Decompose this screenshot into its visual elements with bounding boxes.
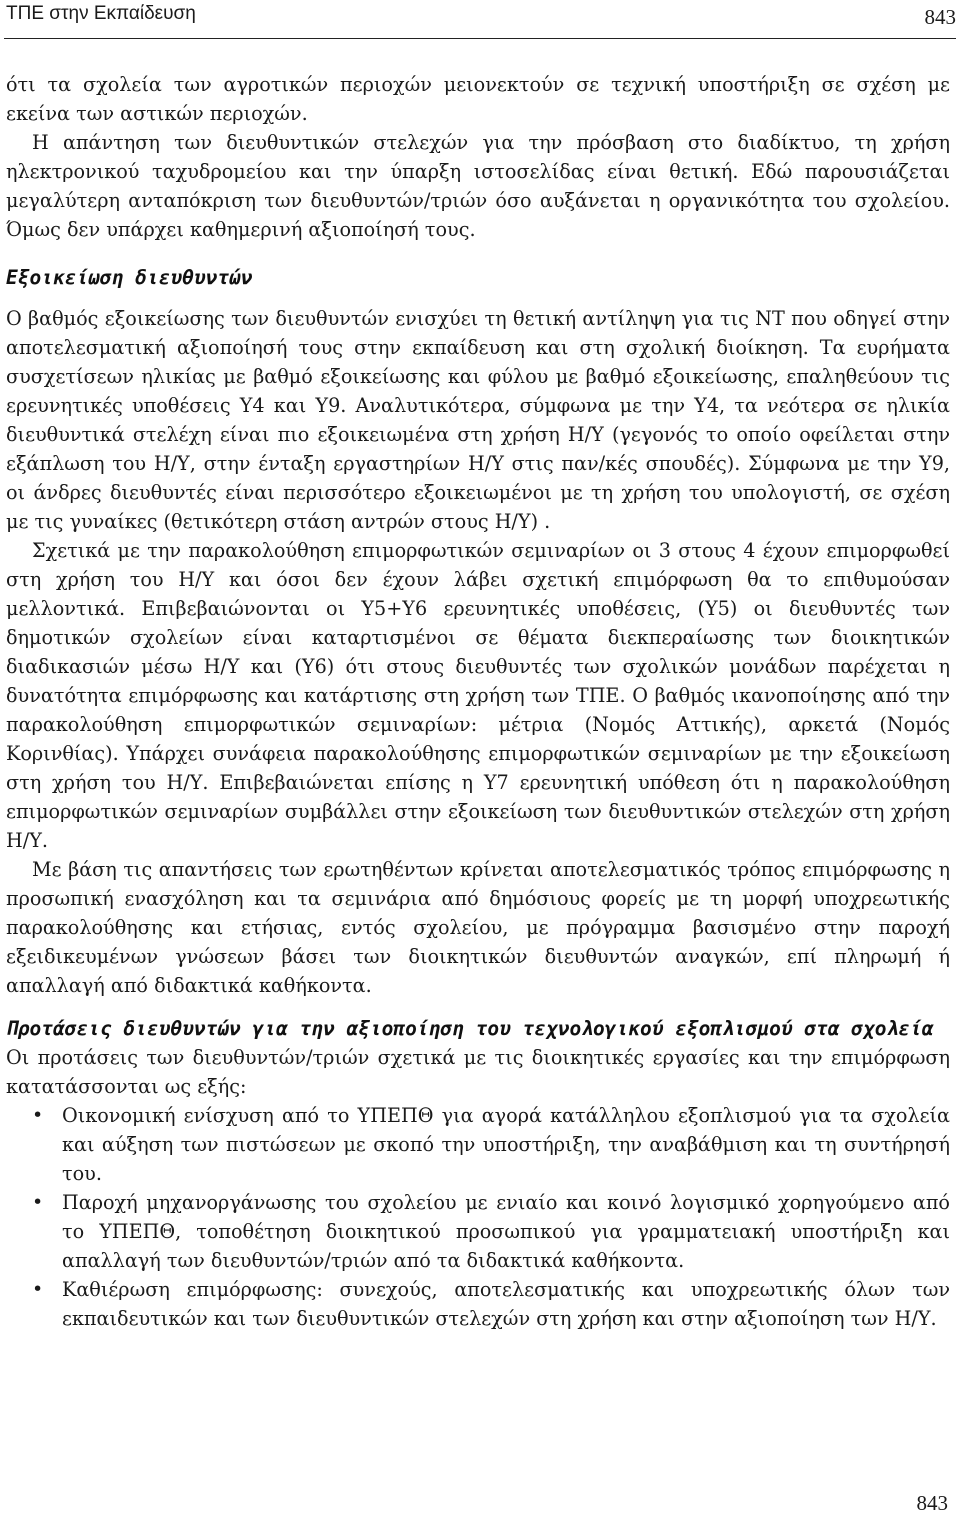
bullet-icon: •: [32, 1191, 44, 1213]
familiarity-paragraph-1: Ο βαθμός εξοικείωσης των διευθυντών ενισχύει τη θετική αντίληψη για τις ΝΤ που οδηγεί στην αποτελεσματική αξιοποίησή τους στην εκπαίδευση και στη σχολική διοίκηση. Τα ευρήματα συσχετίσεων ηλικίας με βαθμό εξοικείωσης και φύλου με βαθμό εξοικείωσης, επαληθεύουν τις ερευνητικές υποθέσεις Υ4 και Υ9. Αναλυτικότερα, σύμφωνα με την Υ4, τα νεότερα σε ηλικία διευθυντικά στελέχη είναι πιο εξοικειωμένα στη χρήση Η/Υ (γεγονός το οποίο οφείλεται στην εξάπλωση του Η/Υ, στην ένταξη εργαστηρίων Η/Υ στις παν/κές σπουδές). Σύμφωνα με την Υ9, οι άνδρες διευθυντές είναι περισσότερο εξοικειωμένοι με τη χρήση του υπολογιστή, σε σχέση με τις γυναίκες (θετικότερη στάση αντρών στους Η/Υ) .: [6, 307, 950, 533]
list-item-text: Οικονομική ενίσχυση από το ΥΠΕΠΘ για αγορά κατάλληλου εξοπλισμού για τα σχολεία και αύξηση των πιστώσεων με σκοπό την υποστήριξη, την αναβάθμιση και τη συντήρησή του.: [62, 1104, 950, 1185]
list-item-text: Καθιέρωση επιμόρφωσης: συνεχούς, αποτελεσματικής και υποχρεωτικής όλων των εκπαιδευτικών και των διευθυντικών στελεχών στη χρήση και στην αξιοποίηση των Η/Υ.: [62, 1278, 950, 1330]
bullet-icon: •: [32, 1104, 44, 1126]
section-heading-proposals: Προτάσεις διευθυντών για την αξιοποίηση του τεχνολογικού εξοπλισμού στα σχολεία: [6, 1017, 934, 1040]
running-header: [4, 0, 956, 39]
running-header-title: ΤΠΕ στην Εκπαίδευση: [6, 3, 196, 24]
list-item-text: Παροχή μηχανοργάνωσης του σχολείου με ενιαίο και κοινό λογισμικό χορηγούμενο από το ΥΠΕΠΘ, τοποθέτηση διοικητικού προσωπικού για γραμματειακή υποστήριξη και απαλλαγή των διευθυντών/τριών από τα διδακτικά καθήκοντα.: [62, 1191, 950, 1272]
proposals-list: [6, 1101, 950, 1333]
list-item: [6, 1188, 950, 1275]
list-item: [6, 1101, 950, 1188]
proposals-intro: Οι προτάσεις των διευθυντών/τριών σχετικά με τις διοικητικές εργασίες και την επιμόρφωση κατατάσσονται ως εξής:: [6, 1046, 950, 1098]
page-body: [6, 70, 950, 1333]
list-item: [6, 1275, 950, 1333]
bullet-icon: •: [32, 1278, 44, 1300]
intro-paragraph-2: Η απάντηση των διευθυντικών στελεχών για την πρόσβαση στο διαδίκτυο, τη χρήση ηλεκτρονικού ταχυδρομείου και την ύπαρξη ιστοσελίδας είναι θετική. Εδώ παρουσιάζεται μεγαλύτερη ανταπόκριση των διευθυντών/τριών όσο αυξάνεται η οργανικότητα του σχολείου. Όμως δεν υπάρχει καθημερινή αξιοποίησή τους.: [6, 131, 950, 241]
familiarity-paragraph-2: Σχετικά με την παρακολούθηση επιμορφωτικών σεμιναρίων οι 3 στους 4 έχουν επιμορφωθεί στη χρήση του Η/Υ και όσοι δεν έχουν λάβει σχετική επιμόρφωση θα το επιθυμούσαν μελλοντικά. Επιβεβαιώνονται οι Υ5+Υ6 ερευνητικές υποθέσεις, (Υ5) οι διευθυντές των δημοτικών σχολείων είναι καταρτισμένοι σε θέματα διεκπεραίωσης των διοικητικών διαδικασιών μέσω Η/Υ και (Υ6) ότι στους διευθυντές των σχολικών μονάδων παρέχεται η δυνατότητα επιμόρφωσης και κατάρτισης στη χρήση των ΤΠΕ. Ο βαθμός ικανοποίησης από την παρακολούθηση επιμορφωτικών σεμιναρίων: μέτρια (Νομός Αττικής), αρκετά (Νομός Κορινθίας). Υπάρχει συνάφεια παρακολούθησης επιμορφωτικών σεμιναρίων με την εξοικείωση στη χρήση του Η/Υ. Επιβεβαιώνεται επίσης η Υ7 ερευνητική υπόθεση ότι η παρακολούθηση επιμορφωτικών σεμιναρίων συμβάλλει στην εξοικείωση των διευθυντικών στελεχών στη χρήση Η/Υ.: [6, 539, 950, 852]
familiarity-paragraph-3: Με βάση τις απαντήσεις των ερωτηθέντων κρίνεται αποτελεσματικός τρόπος επιμόρφωσης η προσωπική ενασχόληση και τα σεμινάρια από δημόσιους φορείς με τη μορφή υποχρεωτικής παρακολούθησης και ετήσιας, εντός σχολείου, με πρόγραμμα βασισμένο στην παροχή εξειδικευμένων γνώσεων βάσει των διοικητικών διευθυντών αναγκών, επί πληρωμή ή απαλλαγή από διδακτικά καθήκοντα.: [6, 858, 950, 997]
intro-paragraph-1: ότι τα σχολεία των αγροτικών περιοχών μειονεκτούν σε τεχνική υποστήριξη σε σχέση με εκείνα των αστικών περιοχών.: [6, 73, 950, 125]
footer-page-number: 843: [916, 1491, 948, 1515]
section-heading-familiarity: Εξοικείωση διευθυντών: [6, 266, 253, 289]
header-page-number: 843: [924, 5, 956, 29]
